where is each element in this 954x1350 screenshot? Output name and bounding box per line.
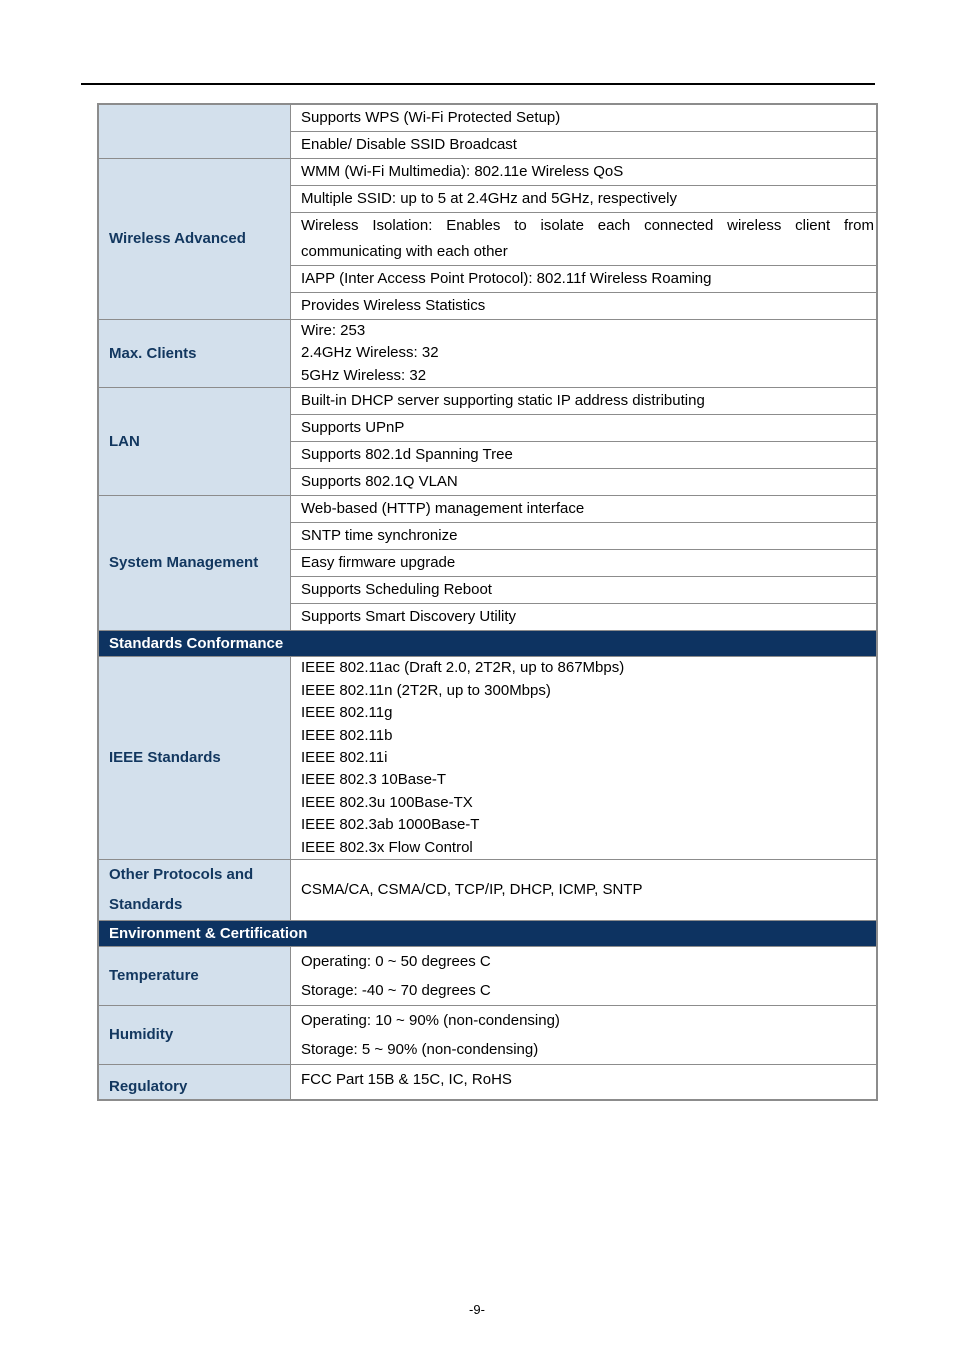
temperature-storage: Storage: -40 ~ 70 degrees C: [301, 982, 491, 1000]
ieee-standard-line: IEEE 802.3u 100Base-TX: [301, 793, 473, 811]
value-max-clients: [291, 320, 878, 388]
value-wireless-isolation: [291, 213, 878, 266]
table-row: [98, 159, 877, 186]
value-ssid-broadcast: Enable/ Disable SSID Broadcast: [291, 132, 878, 159]
value-other-protocols: CSMA/CA, CSMA/CD, TCP/IP, DHCP, ICMP, SNTP: [291, 860, 878, 921]
other-protocols-label-line-2: Standards: [109, 896, 183, 914]
value-lan-item: Supports UPnP: [291, 415, 878, 442]
section-title-standards: Standards Conformance: [98, 631, 877, 657]
isolation-line-1: Wireless Isolation: Enables to isolate each connected wireless client from: [301, 217, 874, 234]
table-row: [98, 388, 877, 415]
value-regulatory: FCC Part 15B & 15C, IC, RoHS: [291, 1065, 878, 1101]
value-ieee-standards: [291, 657, 878, 860]
row-label-humidity: Humidity: [98, 1006, 291, 1065]
table-row: [98, 657, 877, 860]
max-clients-line: 5GHz Wireless: 32: [301, 366, 427, 384]
value-lan-item: Built-in DHCP server supporting static IP address distributing: [291, 388, 878, 415]
max-clients-line: Wire: 253: [301, 322, 366, 339]
max-clients-line: 2.4GHz Wireless: 32: [301, 344, 439, 362]
ieee-standard-line: IEEE 802.11b: [301, 726, 393, 744]
value-multi-ssid: Multiple SSID: up to 5 at 2.4GHz and 5GHz, respectively: [291, 186, 878, 213]
ieee-standard-line: IEEE 802.11n (2T2R, up to 300Mbps): [301, 681, 551, 699]
value-wmm: WMM (Wi-Fi Multimedia): 802.11e Wireless QoS: [291, 159, 878, 186]
ieee-standard-line: IEEE 802.11g: [301, 704, 393, 722]
row-label-lan: LAN: [98, 388, 291, 496]
ieee-standard-line: IEEE 802.3 10Base-T: [301, 771, 447, 789]
value-wireless-statistics: Provides Wireless Statistics: [291, 293, 878, 320]
humidity-operating: Operating: 10 ~ 90% (non-condensing): [301, 1012, 560, 1030]
section-title-environment: Environment & Certification: [98, 921, 877, 947]
row-label-max-clients: Max. Clients: [98, 320, 291, 388]
specifications-table: [97, 103, 878, 1101]
table-row: [98, 320, 877, 388]
value-sysmgmt-item: Easy firmware upgrade: [291, 550, 878, 577]
table-row: [98, 104, 877, 132]
section-header-row: [98, 921, 877, 947]
isolation-line-2: communicating with each other: [301, 243, 508, 260]
row-label-regulatory: Regulatory: [98, 1065, 291, 1101]
row-label-empty: [98, 104, 291, 159]
ieee-standard-line: IEEE 802.3x Flow Control: [301, 838, 473, 856]
ieee-standard-line: IEEE 802.11ac (Draft 2.0, 2T2R, up to 867Mbps): [301, 659, 625, 677]
table-row: [98, 496, 877, 523]
other-protocols-label-line-1: Other Protocols and: [109, 866, 254, 884]
table-row: [98, 947, 877, 1006]
value-sysmgmt-item: Supports Scheduling Reboot: [291, 577, 878, 604]
value-wps: Supports WPS (Wi-Fi Protected Setup): [291, 104, 878, 132]
table-row: [98, 1006, 877, 1065]
value-sysmgmt-item: SNTP time synchronize: [291, 523, 878, 550]
value-iapp: IAPP (Inter Access Point Protocol): 802.11f Wireless Roaming: [291, 266, 878, 293]
table-row: [98, 860, 877, 921]
value-sysmgmt-item: Web-based (HTTP) management interface: [291, 496, 878, 523]
page-number: -9-: [469, 1302, 485, 1317]
section-header-row: [98, 631, 877, 657]
humidity-storage: Storage: 5 ~ 90% (non-condensing): [301, 1041, 539, 1059]
value-sysmgmt-item: Supports Smart Discovery Utility: [291, 604, 878, 631]
value-temperature: [291, 947, 878, 1006]
value-lan-item: Supports 802.1d Spanning Tree: [291, 442, 878, 469]
row-label-other-protocols: [98, 860, 291, 921]
row-label-ieee-standards: IEEE Standards: [98, 657, 291, 860]
value-humidity: [291, 1006, 878, 1065]
temperature-operating: Operating: 0 ~ 50 degrees C: [301, 953, 491, 971]
value-lan-item: Supports 802.1Q VLAN: [291, 469, 878, 496]
row-label-wireless-advanced: Wireless Advanced: [98, 159, 291, 320]
row-label-system-management: System Management: [98, 496, 291, 631]
ieee-standard-line: IEEE 802.3ab 1000Base-T: [301, 816, 480, 834]
row-label-temperature: Temperature: [98, 947, 291, 1006]
table-row: [98, 1065, 877, 1101]
ieee-standard-line: IEEE 802.11i: [301, 749, 388, 767]
header-rule: [81, 83, 875, 85]
